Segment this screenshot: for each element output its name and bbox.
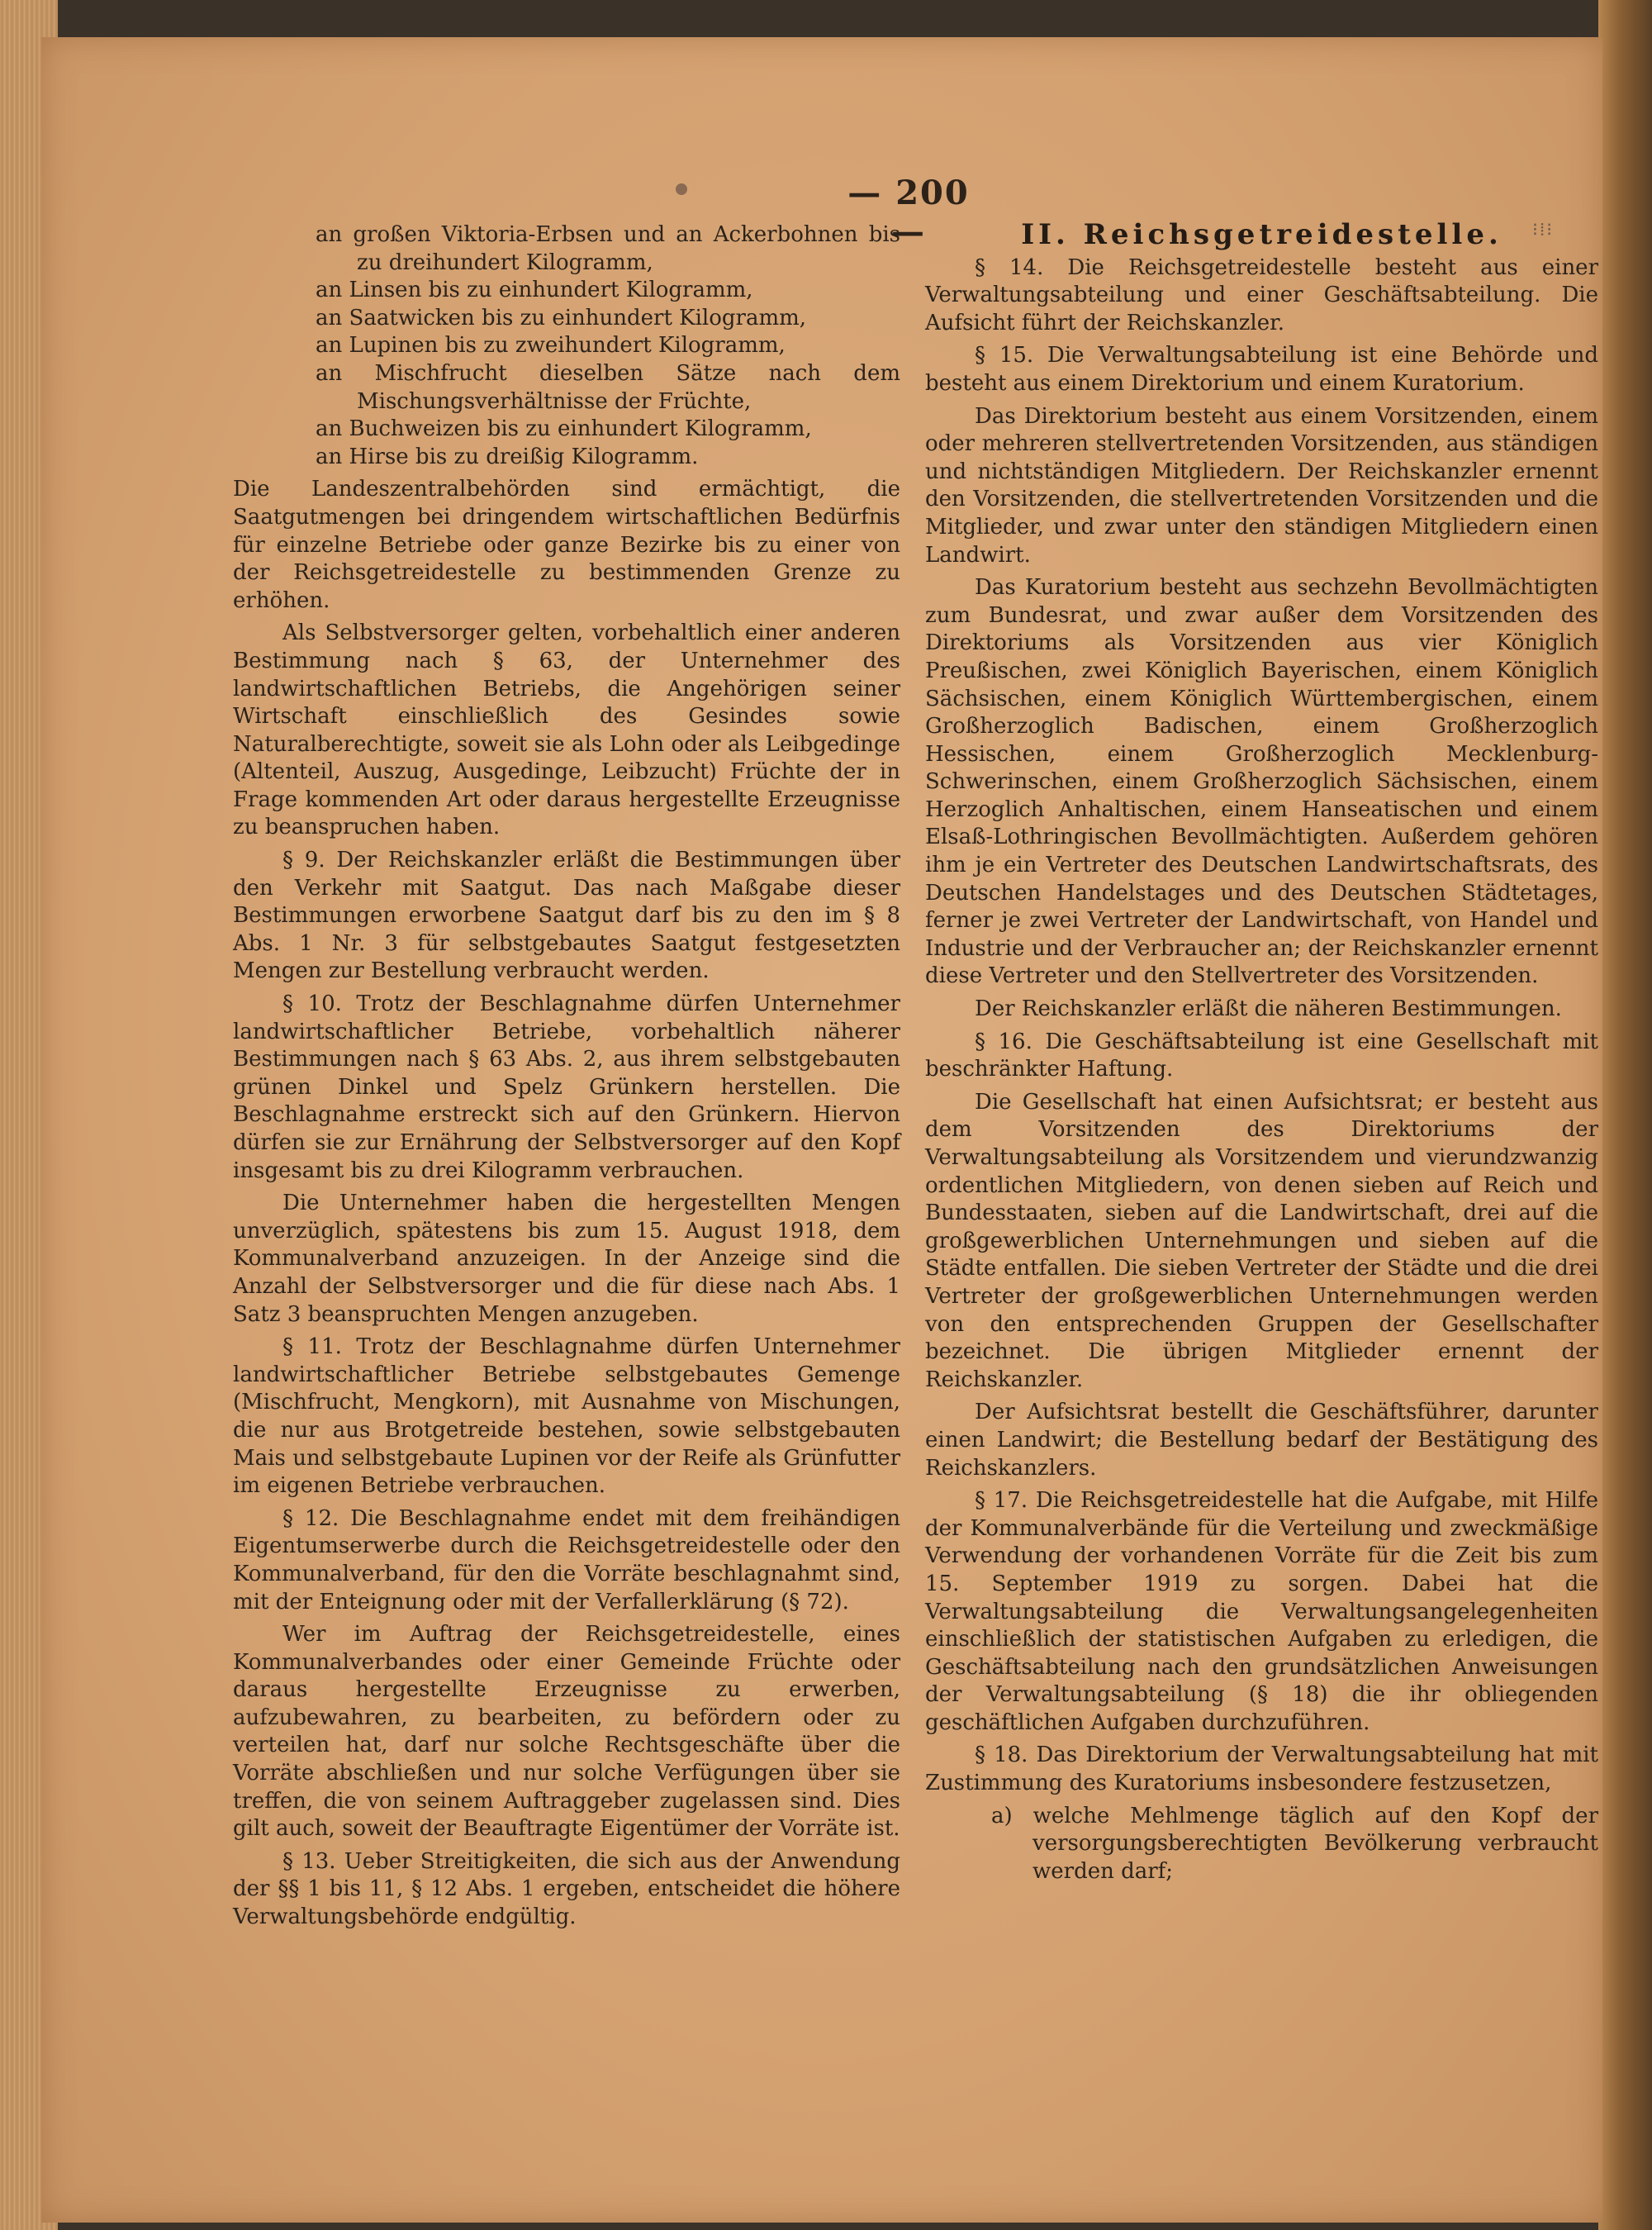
stamp-mark: ⁝⁞⁝ xyxy=(1532,220,1555,240)
book-binding-edge xyxy=(1598,0,1652,2230)
list-item: an Hirse bis zu dreißig Kilogramm. xyxy=(316,444,699,469)
paragraph: Die Gesellschaft hat einen Aufsichtsrat; er besteht aus dem Vorsitzenden des Direktoriums der Verwaltungsabteilung als Vorsitzendem und vierundzwanzig ordentlichen Mitgliedern, von denen sieben auf Reich und Bundesstaaten, sieben auf die Landwirtschaft, drei auf die großgewerblichen Unternehmungen und sieben auf die Städte entfallen. Die sieben Vertreter der Städte und die drei Vertreter der großgewerblichen Unternehmungen werden von den entsprechenden Gruppen der Gesellschafter bezeichnet. Die übrigen Mitglieder ernennt der Reichskanzler. xyxy=(925,1089,1598,1392)
paragraph: Das Kuratorium besteht aus sechzehn Bevollmächtigten zum Bundesrat, und zwar außer dem Vorsitzenden des Direktoriums als Vorsitzenden aus vier Königlich Preußischen, zwei Königlich Bayerischen, einem Königlich Sächsischen, einem Königlich Württembergischen, einem Großherzoglich Badischen, einem Großherzoglich Hessischen, einem Großherzoglich Mecklenburg-Schwerinschen, einem Großherzoglich Sächsischen, einem Herzoglich Anhaltischen, einem Hanseatischen und einem Elsaß-Lothringischen Bevollmächtigten. Außerdem gehören ihm je ein Vertreter des Deutschen Landwirtschaftsrats, des Deutschen Handelstages und des Deutschen Städtetages, ferner je zwei Vertreter der Landwirtschaft, von Handel und Industrie und der Verbraucher an; der Reichskanzler ernennt diese Vertreter und den Stellvertreter des Vorsitzenden. xyxy=(925,575,1598,989)
paragraph: Die Landeszentralbehörden sind ermächtigt, die Saatgutmengen bei dringendem wirtschaftlichen Bedürfnis für einzelne Betriebe oder ganze Bezirke bis zu einer von der Reichsgetreidestelle zu bestimmenden Grenze zu erhöhen. xyxy=(233,477,900,613)
list-item: an Mischfrucht dieselben Sätze nach dem Mischungsverhältnisse der Früchte, xyxy=(316,360,900,414)
paragraph: Der Aufsichtsrat bestellt die Geschäftsführer, darunter einen Landwirt; die Bestellung bedarf der Bestätigung des Reichskanzlers. xyxy=(925,1400,1598,1481)
paragraph: § 11. Trotz der Beschlagnahme dürfen Unternehmer landwirtschaftlicher Betriebe selbstgebautes Gemenge (Mischfrucht, Mengkorn), mit Ausnahme von Mischungen, die nur aus Brotgetreide bestehen, sowie selbstgebauten Mais und selbstgebaute Lupinen vor der Reife als Grünfutter im eigenen Betriebe verbrauchen. xyxy=(233,1334,900,1499)
list-item: an Lupinen bis zu zweihundert Kilogramm, xyxy=(316,333,786,359)
paragraph: § 13. Ueber Streitigkeiten, die sich aus der Anwendung der §§ 1 bis 11, § 12 Abs. 1 ergeben, entscheidet die höhere Verwaltungsbehörde endgültig. xyxy=(233,1848,900,1930)
page-number: — 200 — xyxy=(847,174,970,251)
paragraph: § 16. Die Geschäftsabteilung ist eine Gesellschaft mit beschränkter Haftung. xyxy=(925,1029,1598,1082)
paragraph: Das Direktorium besteht aus einem Vorsitzenden, einem oder mehreren stellvertretenden Vorsitzenden, aus ständigen und nichtständigen Mitgliedern. Der Reichskanzler ernennt den Vorsitzenden, die stellvertretenden Vorsitzenden und die Mitglieder, und zwar unter den ständigen Mitgliedern einen Landwirt. xyxy=(925,403,1598,568)
paragraph: § 9. Der Reichskanzler erläßt die Bestimmungen über den Verkehr mit Saatgut. Das nach Maßgabe dieser Bestimmungen erworbene Saatgut darf bis zu den im § 8 Abs. 1 Nr. 3 für selbstgebautes Saatgut festgesetzten Mengen zur Bestellung verbraucht werden. xyxy=(233,848,900,984)
paragraph: Der Reichskanzler erläßt die näheren Bestimmungen. xyxy=(975,996,1562,1022)
list-item: a) welche Mehlmenge täglich auf den Kopf der versorgungsberechtigten Bevölkerung verbraucht werden darf; xyxy=(991,1803,1598,1884)
list-item: an Saatwicken bis zu einhundert Kilogramm, xyxy=(316,305,807,330)
right-column-body xyxy=(925,254,1598,1886)
paragraph: § 10. Trotz der Beschlagnahme dürfen Unternehmer landwirtschaftlicher Betriebe, vorbehaltlich näherer Bestimmungen nach § 63 Abs. 2, aus ihrem selbstgebauten grünen Dinkel und Spelz Grünkern herstellen. Die Beschlagnahme erstreckt sich auf den Grünkern. Hiervon dürfen sie zur Ernährung der Selbstversorger auf den Kopf insgesamt bis zu drei Kilogramm verbrauchen. xyxy=(233,991,900,1183)
paragraph: § 15. Die Verwaltungsabteilung ist eine Behörde und besteht aus einem Direktorium und einem Kuratorium. xyxy=(925,343,1598,396)
list-item: an Linsen bis zu einhundert Kilogramm, xyxy=(316,278,753,303)
paragraph: § 12. Die Beschlagnahme endet mit dem freihändigen Eigentumserwerbe durch die Reichsgetreidestelle oder den Kommunalverband, für den die Vorräte beschlagnahmt sind, mit der Enteignung oder mit der Verfallerklärung (§ 72). xyxy=(233,1505,900,1614)
section-heading: II. Reichsgetreidestelle. xyxy=(1021,218,1502,251)
paragraph: Die Unternehmer haben die hergestellten Mengen unverzüglich, spätestens bis zum 15. August 1918, dem Kommunalverband anzuzeigen. In der Anzeige sind die Anzahl der Selbstversorger und die für diese nach Abs. 1 Satz 3 beanspruchten Mengen anzugeben. xyxy=(233,1191,900,1327)
left-column xyxy=(233,221,900,1932)
ink-spot xyxy=(676,183,687,195)
list-item: an Buchweizen bis zu einhundert Kilogramm, xyxy=(316,416,812,442)
paragraph: § 18. Das Direktorium der Verwaltungsabteilung hat mit Zustimmung des Kuratoriums insbesondere festzusetzen, xyxy=(925,1743,1598,1796)
list-item: an großen Viktoria-Erbsen und an Ackerbohnen bis zu dreihundert Kilogramm, xyxy=(316,222,900,275)
right-column xyxy=(925,218,1598,1885)
paragraph: § 17. Die Reichsgetreidestelle hat die Aufgabe, mit Hilfe der Kommunalverbände für die Verteilung und zweckmäßige Verwendung der vorhandenen Vorräte für die Zeit bis zum 15. September 1919 zu sorgen. Dabei hat die Verwaltungsabteilung die Verwaltungsangelegenheiten einschließlich der statistischen Aufgaben zu erledigen, die Geschäftsabteilung nach den grundsätzlichen Anweisungen der Verwaltungsabteilung (§ 18) die ihr obliegenden geschäftlichen Aufgaben durchzuführen. xyxy=(925,1488,1598,1735)
paragraph: Wer im Auftrag der Reichsgetreidestelle, eines Kommunalverbandes oder einer Gemeinde Früchte oder daraus hergestellte Erzeugnisse zu erwerben, aufzubewahren, zu bearbeiten, zu befördern oder zu verteilen hat, darf nur solche Rechtsgeschäfte über die Vorräte abschließen und nur solche Verfügungen über sie treffen, die von seinem Auftraggeber zugelassen sind. Dies gilt auch, soweit der Beauftragte Eigentümer der Vorräte ist. xyxy=(233,1622,900,1842)
paragraph: § 14. Die Reichsgetreidestelle besteht aus einer Verwaltungsabteilung und einer Geschäftsabteilung. Die Aufsicht führt der Reichskanzler. xyxy=(925,254,1598,335)
paragraph: Als Selbstversorger gelten, vorbehaltlich einer anderen Bestimmung nach § 63, der Unternehmer des landwirtschaftlichen Betriebs, die Angehörigen seiner Wirtschaft einschließlich des Gesindes sowie Naturalberechtigte, soweit sie als Lohn oder als Leibgedinge (Altenteil, Auszug, Ausgedinge, Leibzucht) Früchte der in Frage kommenden Art oder daraus hergestellte Erzeugnisse zu beanspruchen haben. xyxy=(233,621,900,840)
